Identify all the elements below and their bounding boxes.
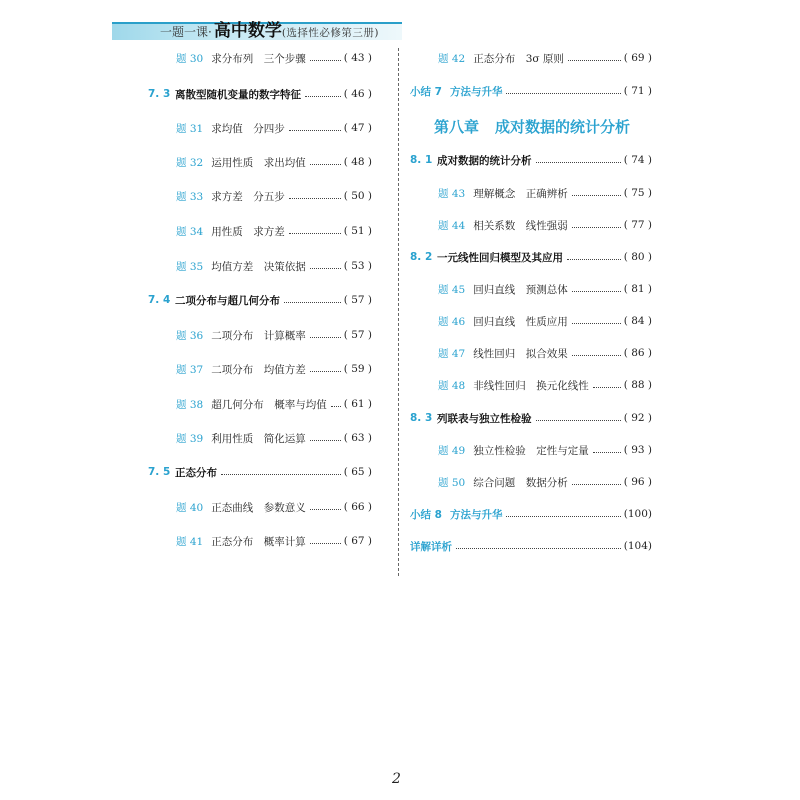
dot-leader: [310, 500, 341, 510]
page-ref: ( 47 ): [343, 122, 372, 134]
dot-leader: [568, 51, 621, 61]
page-ref: ( 84 ): [623, 315, 652, 327]
toc-section-entry[interactable]: [148, 86, 372, 102]
toc-section-entry[interactable]: [410, 249, 652, 265]
section-title: 列联表与独立性检验: [437, 412, 532, 425]
problem-label: 题 44: [438, 219, 466, 232]
problem-label: 题 36: [176, 329, 204, 342]
summary-label: 小结 8: [410, 508, 442, 521]
page-ref: ( 43 ): [343, 52, 372, 64]
page-ref: ( 71 ): [623, 85, 652, 97]
toc-problem-entry[interactable]: [410, 377, 652, 393]
problem-title: 利用性质 简化运算: [211, 432, 306, 445]
page-ref: ( 61 ): [343, 398, 372, 410]
summary-title: 方法与升华: [449, 85, 503, 98]
page-ref: ( 65 ): [343, 466, 372, 478]
problem-label: 题 30: [176, 52, 204, 65]
toc-problem-entry[interactable]: [148, 499, 372, 515]
toc-problem-entry[interactable]: [410, 442, 652, 458]
problem-title: 正态曲线 参数意义: [211, 501, 306, 514]
dot-leader: [572, 218, 621, 228]
section-number: 7. 4: [148, 294, 171, 306]
page-ref: ( 81 ): [623, 283, 652, 295]
toc-section-entry[interactable]: [410, 410, 652, 426]
dot-leader: [310, 155, 341, 165]
toc-problem-entry[interactable]: [148, 223, 372, 239]
page-ref: (100): [623, 508, 652, 520]
section-number: 7. 3: [148, 88, 171, 100]
problem-label: 题 38: [176, 398, 204, 411]
dot-leader: [289, 189, 341, 199]
dot-leader: [567, 250, 621, 260]
problem-title: 求分布列 三个步骤: [211, 52, 306, 65]
page-ref: ( 63 ): [343, 432, 372, 444]
chapter-heading[interactable]: [434, 116, 630, 137]
dot-leader: [572, 186, 621, 196]
section-title: 正态分布: [175, 466, 217, 479]
page-ref: ( 96 ): [623, 476, 652, 488]
section-number: 8. 2: [410, 251, 433, 263]
section-number: 8. 3: [410, 412, 433, 424]
problem-label: 题 47: [438, 347, 466, 360]
page-ref: ( 88 ): [623, 379, 652, 391]
problem-label: 题 33: [176, 190, 204, 203]
page-number: 2: [392, 771, 401, 787]
problem-title: 非线性回归 换元化线性: [473, 379, 589, 392]
dot-leader: [572, 282, 621, 292]
problem-title: 正态分布 3σ 原则: [473, 52, 564, 65]
page-ref: ( 74 ): [623, 154, 652, 166]
toc-problem-entry[interactable]: [410, 217, 652, 233]
problem-label: 题 50: [438, 476, 466, 489]
toc-right-column: [410, 0, 660, 800]
page-ref: ( 80 ): [623, 251, 652, 263]
section-number: 7. 5: [148, 466, 171, 478]
dot-leader: [572, 475, 621, 485]
toc-problem-entry[interactable]: [410, 345, 652, 361]
page-ref: ( 86 ): [623, 347, 652, 359]
toc-summary-entry[interactable]: [410, 83, 652, 99]
problem-label: 题 31: [176, 122, 204, 135]
toc-problem-entry[interactable]: [410, 313, 652, 329]
problem-title: 超几何分布 概率与均值: [211, 398, 327, 411]
chapter-number: 第八章: [434, 118, 480, 136]
header-subject: 高中数学: [213, 21, 282, 41]
toc-section-entry[interactable]: [148, 292, 372, 308]
dot-leader: [331, 397, 341, 407]
dot-leader: [572, 314, 621, 324]
header-volume: (选择性必修第三册): [281, 27, 380, 39]
toc-problem-entry[interactable]: [410, 474, 652, 490]
page-ref: ( 69 ): [623, 52, 652, 64]
toc-problem-entry[interactable]: [148, 258, 372, 274]
toc-problem-entry[interactable]: [148, 361, 372, 377]
dot-leader: [536, 411, 621, 421]
section-title: 二项分布与超几何分布: [175, 294, 280, 307]
dot-leader: [310, 431, 341, 441]
toc-problem-entry[interactable]: [148, 396, 372, 412]
section-title: 离散型随机变量的数字特征: [175, 88, 301, 101]
page-ref: ( 59 ): [343, 363, 372, 375]
dot-leader: [310, 534, 341, 544]
problem-title: 二项分布 均值方差: [211, 363, 306, 376]
page-ref: ( 51 ): [343, 225, 372, 237]
problem-label: 题 48: [438, 379, 466, 392]
page-ref: ( 57 ): [343, 329, 372, 341]
toc-problem-entry[interactable]: [148, 327, 372, 343]
problem-label: 题 35: [176, 260, 204, 273]
page-ref: ( 48 ): [343, 156, 372, 168]
toc-answers-entry[interactable]: [410, 538, 652, 554]
toc-problem-entry[interactable]: [148, 154, 372, 170]
problem-title: 运用性质 求出均值: [211, 156, 306, 169]
summary-label: 小结 7: [410, 85, 442, 98]
page-ref: ( 93 ): [623, 444, 652, 456]
column-divider: [398, 48, 399, 576]
toc-problem-entry[interactable]: [148, 120, 372, 136]
page-ref: ( 50 ): [343, 190, 372, 202]
toc-problem-entry[interactable]: [410, 185, 652, 201]
toc-section-entry[interactable]: [410, 152, 652, 168]
problem-label: 题 41: [176, 535, 204, 548]
dot-leader: [572, 346, 621, 356]
problem-label: 题 42: [438, 52, 466, 65]
problem-title: 理解概念 正确辨析: [473, 187, 568, 200]
toc-problem-entry[interactable]: [148, 533, 372, 549]
dot-leader: [506, 507, 620, 517]
section-number: 8. 1: [410, 154, 433, 166]
problem-title: 线性回归 拟合效果: [473, 347, 568, 360]
problem-label: 题 43: [438, 187, 466, 200]
dot-leader: [536, 153, 621, 163]
chapter-title: 成对数据的统计分析: [495, 118, 631, 136]
dot-leader: [284, 293, 341, 303]
problem-label: 题 39: [176, 432, 204, 445]
problem-label: 题 45: [438, 283, 466, 296]
page-ref: ( 77 ): [623, 219, 652, 231]
page-ref: ( 57 ): [343, 294, 372, 306]
dot-leader: [310, 362, 341, 372]
problem-title: 求方差 分五步: [211, 190, 285, 203]
dot-leader: [310, 51, 341, 61]
problem-title: 独立性检验 定性与定量: [473, 444, 589, 457]
problem-title: 相关系数 线性强弱: [473, 219, 568, 232]
problem-title: 回归直线 性质应用: [473, 315, 568, 328]
page-ref: ( 75 ): [623, 187, 652, 199]
dot-leader: [593, 378, 621, 388]
dot-leader: [289, 224, 341, 234]
page-ref: ( 46 ): [343, 88, 372, 100]
page-ref: ( 66 ): [343, 501, 372, 513]
toc-problem-entry[interactable]: [148, 188, 372, 204]
dot-leader: [593, 443, 621, 453]
page-ref: ( 53 ): [343, 260, 372, 272]
dot-leader: [310, 328, 341, 338]
dot-leader: [506, 84, 620, 94]
toc-problem-entry[interactable]: [410, 281, 652, 297]
problem-title: 均值方差 决策依据: [211, 260, 306, 273]
section-title: 一元线性回归模型及其应用: [437, 251, 563, 264]
toc-problem-entry[interactable]: [148, 50, 372, 66]
answers-title: 详解详析: [410, 540, 452, 553]
toc-problem-entry[interactable]: [148, 430, 372, 446]
page-ref: ( 67 ): [343, 535, 372, 547]
problem-title: 二项分布 计算概率: [211, 329, 306, 342]
toc-summary-entry[interactable]: [410, 506, 652, 522]
toc-problem-entry[interactable]: [410, 50, 652, 66]
problem-label: 题 32: [176, 156, 204, 169]
problem-title: 求均值 分四步: [211, 122, 285, 135]
toc-left-column: [148, 0, 388, 800]
section-title: 成对数据的统计分析: [437, 154, 532, 167]
problem-label: 题 40: [176, 501, 204, 514]
page-ref: (104): [623, 540, 652, 552]
dot-leader: [221, 465, 341, 475]
problem-label: 题 49: [438, 444, 466, 457]
problem-label: 题 46: [438, 315, 466, 328]
dot-leader: [305, 87, 341, 97]
problem-title: 用性质 求方差: [211, 225, 285, 238]
problem-title: 正态分布 概率计算: [211, 535, 306, 548]
problem-label: 题 34: [176, 225, 204, 238]
problem-title: 综合问题 数据分析: [473, 476, 568, 489]
problem-title: 回归直线 预测总体: [473, 283, 568, 296]
header-series: 一题一课·: [160, 25, 212, 39]
dot-leader: [289, 121, 341, 131]
dot-leader: [456, 539, 621, 549]
toc-section-entry[interactable]: [148, 464, 372, 480]
problem-label: 题 37: [176, 363, 204, 376]
page-ref: ( 92 ): [623, 412, 652, 424]
dot-leader: [310, 259, 341, 269]
summary-title: 方法与升华: [449, 508, 503, 521]
